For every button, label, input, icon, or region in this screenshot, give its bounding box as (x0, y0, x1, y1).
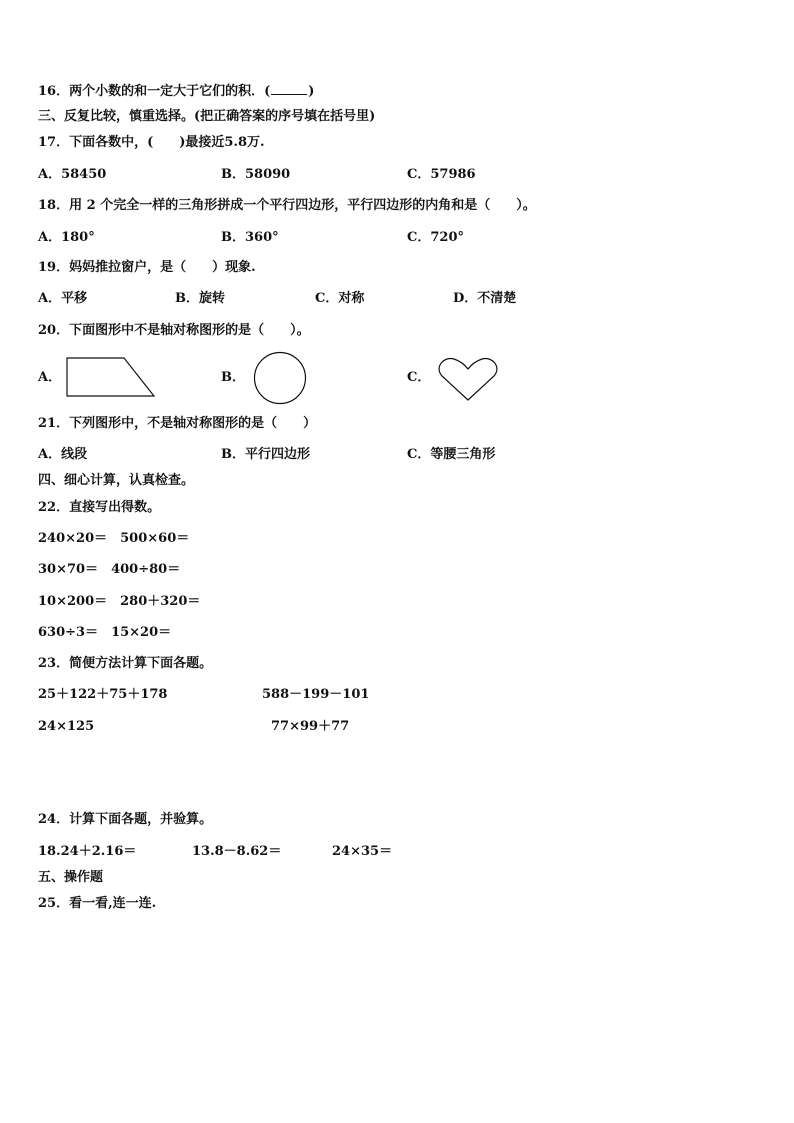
heart-icon (438, 356, 498, 402)
q22-row: 240×20＝ 500×60＝ (38, 531, 190, 546)
question-20: 20．下面图形中不是轴对称图形的是（ ）。 (38, 323, 310, 338)
q21-option-c[interactable]: C．等腰三角形 (407, 447, 496, 462)
question-16-close: ) (308, 84, 315, 99)
q19-option-a[interactable]: A．平移 (38, 291, 88, 306)
q22-row: 10×200＝ 280＋320＝ (38, 594, 201, 609)
question-18: 18．用 2 个完全一样的三角形拼成一个平行四边形，平行四边形的内角和是（ ）。 (38, 198, 536, 213)
q19-option-d[interactable]: D．不清楚 (453, 291, 517, 306)
question-22: 22．直接写出得数。 (38, 500, 161, 515)
q24-item: 18.24＋2.16＝ (38, 844, 137, 859)
q22-row: 630÷3＝ 15×20＝ (38, 625, 172, 640)
q21-option-a[interactable]: A．线段 (38, 447, 88, 462)
q18-option-b[interactable]: B．360° (221, 230, 279, 245)
answer-blank[interactable] (271, 83, 307, 95)
question-21: 21．下列图形中，不是轴对称图形的是（ ） (38, 416, 317, 431)
q17-option-b[interactable]: B．58090 (221, 167, 291, 182)
section-5-title: 五、操作题 (38, 870, 104, 885)
question-23: 23．简便方法计算下面各题。 (38, 656, 213, 671)
question-16-text: 16．两个小数的和一定大于它们的积．( (38, 84, 271, 99)
q17-option-a[interactable]: A．58450 (38, 167, 107, 182)
q23-item: 77×99＋77 (271, 719, 350, 734)
q24-item: 24×35＝ (332, 844, 393, 859)
q17-option-c[interactable]: C．57986 (407, 167, 476, 182)
q18-option-c[interactable]: C．720° (407, 230, 464, 245)
q23-item: 24×125 (38, 719, 95, 734)
q20-option-a[interactable]: A． (38, 370, 62, 385)
q19-option-c[interactable]: C．对称 (315, 291, 365, 306)
q18-option-a[interactable]: A．180° (38, 230, 95, 245)
q22-row: 30×70＝ 400÷80＝ (38, 562, 181, 577)
section-3-title: 三、反复比较，慎重选择。(把正确答案的序号填在括号里) (38, 109, 376, 124)
q20-option-b[interactable]: B． (221, 370, 245, 385)
q21-option-b[interactable]: B．平行四边形 (221, 447, 310, 462)
q24-item: 13.8－8.62＝ (192, 844, 282, 859)
trapezoid-icon (66, 357, 156, 397)
q23-item: 25＋122＋75＋178 (38, 687, 168, 702)
question-16 (38, 83, 314, 100)
circle-icon (253, 351, 307, 405)
question-24: 24．计算下面各题，并验算。 (38, 812, 213, 827)
question-17: 17．下面各数中，( )最接近5.8万. (38, 135, 265, 150)
q19-option-b[interactable]: B．旋转 (175, 291, 225, 306)
q23-item: 588－199－101 (262, 687, 370, 702)
question-19: 19．妈妈推拉窗户，是（ ）现象. (38, 260, 256, 275)
q20-option-c[interactable]: C． (407, 370, 431, 385)
question-25: 25．看一看,连一连. (38, 896, 157, 911)
section-4-title: 四、细心计算，认真检查。 (38, 473, 195, 488)
